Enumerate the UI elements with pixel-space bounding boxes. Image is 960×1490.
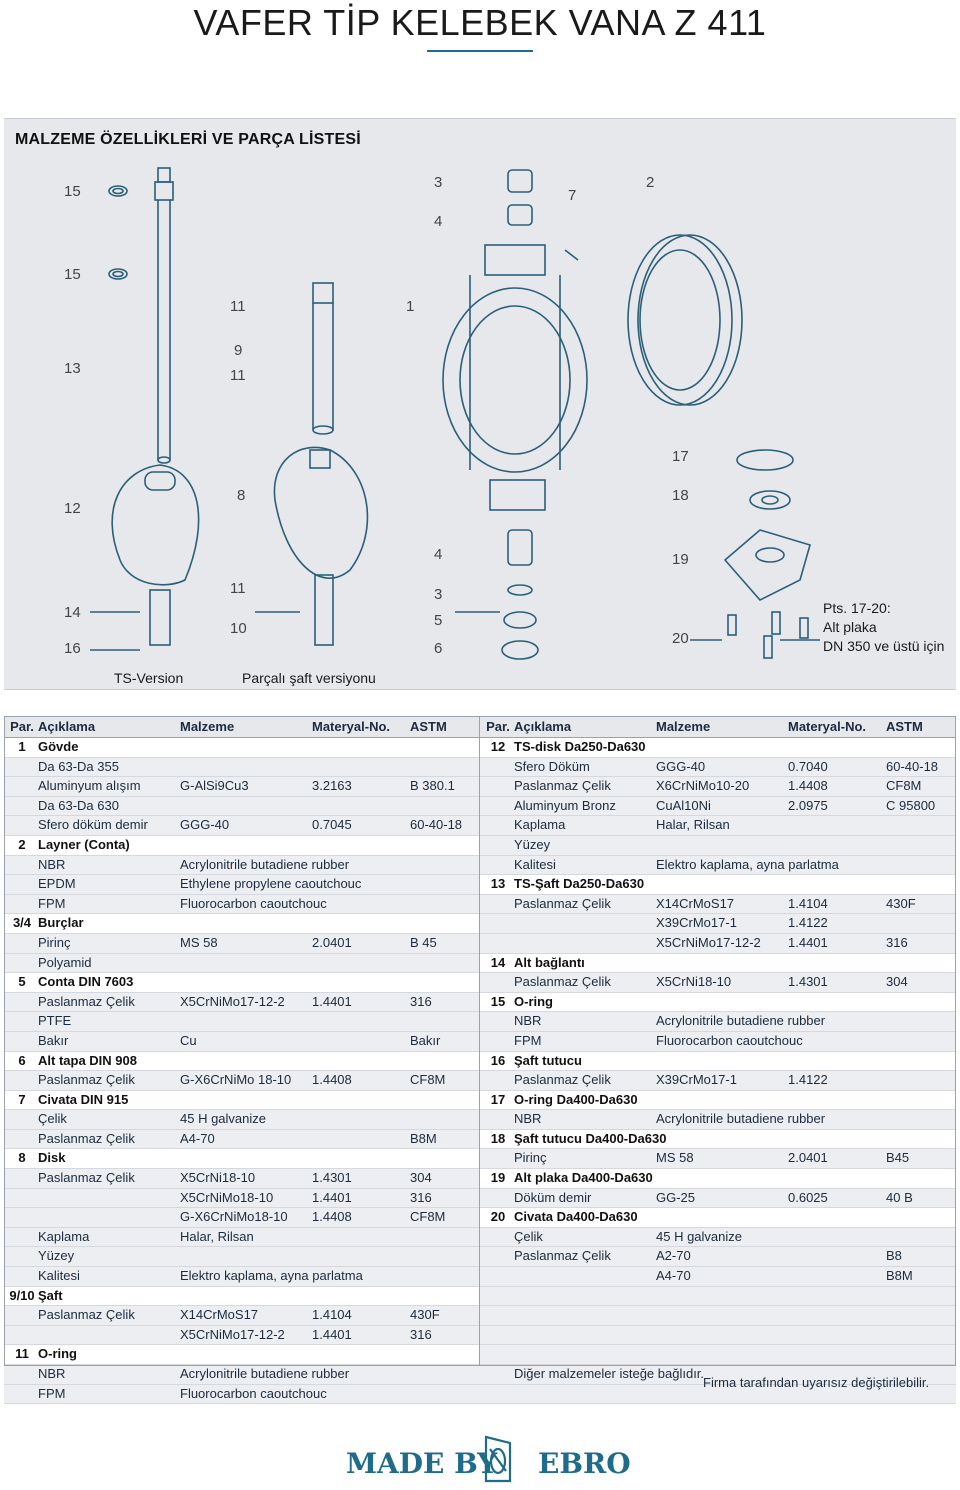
cell-aciklama: Paslanmaz Çelik — [38, 1130, 135, 1146]
cell-materyal: 1.4408 — [312, 1209, 352, 1225]
note-line-2: Alt plaka — [823, 619, 877, 635]
header-malzeme: Malzeme — [180, 719, 235, 734]
cell-astm: B8 — [886, 1248, 902, 1264]
cell-materyal: 2.0401 — [788, 1150, 828, 1166]
cell-malzeme: Acrylonitrile butadiene rubber — [180, 1366, 350, 1381]
table-row — [4, 1326, 480, 1346]
cell-aciklama: FPM — [514, 1032, 542, 1048]
cell-astm: B8M — [886, 1268, 913, 1284]
cell-malzeme: X39CrMo17-1 — [656, 915, 737, 931]
cell-materyal: 1.4401 — [312, 993, 352, 1009]
cell-malzeme: Fluorocarbon caoutchouc — [656, 1032, 803, 1048]
table-row — [4, 875, 480, 895]
cell-malzeme: A4-70 — [656, 1268, 691, 1284]
exploded-view-drawing — [0, 0, 960, 700]
callout-4b: 4 — [434, 546, 443, 563]
cell-materyal: 3.2163 — [312, 778, 352, 794]
table-row — [4, 1385, 480, 1405]
cell-aciklama: Polyamid — [38, 954, 92, 970]
cell-aciklama: Şaft tutucu Da400-Da630 — [514, 1130, 667, 1146]
callout-3a: 3 — [434, 174, 443, 191]
cell-aciklama: Burçlar — [38, 915, 84, 931]
table-header — [480, 716, 956, 738]
cell-par: 17 — [490, 1091, 506, 1107]
cell-astm: 304 — [886, 974, 908, 990]
table-row — [4, 1247, 480, 1267]
cell-aciklama: Kaplama — [38, 1228, 90, 1244]
cell-astm: Bakır — [410, 1032, 441, 1048]
header-aciklama: Açıklama — [38, 719, 96, 734]
callout-15b: 15 — [64, 266, 81, 283]
table-row — [4, 836, 480, 856]
cell-aciklama: O-ring — [38, 1346, 77, 1362]
cell-par: 7 — [18, 1091, 26, 1107]
table-row — [4, 1267, 480, 1287]
table-row — [4, 914, 480, 934]
callout-1: 1 — [406, 298, 415, 315]
note-line-3: DN 350 ve üstü için — [823, 638, 945, 654]
cell-par: 3/4 — [12, 915, 32, 931]
table-row — [480, 875, 956, 895]
cell-par: 9/10 — [9, 1287, 35, 1303]
table-row — [480, 1267, 956, 1287]
cell-malzeme: Elektro kaplama, ayna parlatma — [656, 856, 839, 872]
cell-aciklama: Şaft — [38, 1287, 63, 1303]
cell-aciklama: Aluminyum Bronz — [514, 797, 616, 813]
cell-aciklama: Kalitesi — [514, 856, 556, 872]
table-row — [480, 1071, 956, 1091]
made-by-ebro-logo — [340, 1431, 631, 1487]
cell-astm: CF8M — [410, 1072, 446, 1088]
table-row — [480, 1326, 956, 1346]
cell-malzeme: Fluorocarbon caoutchouc — [180, 1385, 327, 1401]
table-row — [4, 1345, 480, 1365]
cell-malzeme: A2-70 — [656, 1248, 691, 1264]
cell-malzeme: CuAl10Ni — [656, 797, 711, 813]
cell-par: 2 — [18, 836, 26, 852]
cell-aciklama: Da 63-Da 630 — [38, 797, 119, 813]
table-row — [480, 1189, 956, 1209]
table-row — [480, 1306, 956, 1326]
cell-aciklama: Aluminyum alışım — [38, 778, 141, 794]
cell-malzeme: MS 58 — [180, 934, 218, 950]
cell-malzeme: X14CrMoS17 — [656, 895, 735, 911]
note-line-1: Pts. 17-20: — [823, 600, 891, 616]
table-row — [480, 1091, 956, 1111]
cell-materyal: 1.4408 — [788, 778, 828, 794]
callout-17: 17 — [672, 448, 689, 465]
cell-aciklama: Alt bağlantı — [514, 954, 585, 970]
cell-aciklama: Paslanmaz Çelik — [38, 1170, 135, 1186]
cell-aciklama: NBR — [514, 1111, 542, 1127]
caption-split-shaft: Parçalı şaft versiyonu — [242, 670, 376, 686]
table-header — [4, 716, 480, 738]
table-row — [4, 1071, 480, 1091]
cell-aciklama: Paslanmaz Çelik — [38, 1072, 135, 1088]
callout-5: 5 — [434, 612, 443, 629]
cell-aciklama: Alt tapa DIN 908 — [38, 1052, 137, 1068]
cell-malzeme: X39CrMo17-1 — [656, 1072, 737, 1088]
table-row — [480, 1130, 956, 1150]
header-par: Par. — [10, 719, 34, 734]
cell-aciklama: NBR — [514, 1013, 542, 1029]
callout-9: 9 — [234, 342, 243, 359]
cell-materyal: 1.4122 — [788, 915, 828, 931]
cell-aciklama: O-ring Da400-Da630 — [514, 1091, 638, 1107]
cell-aciklama: Paslanmaz Çelik — [514, 778, 611, 794]
table-row — [480, 738, 956, 758]
table-row — [480, 1032, 956, 1052]
cell-materyal: 2.0401 — [312, 934, 352, 950]
cell-aciklama: Disk — [38, 1150, 66, 1166]
cell-malzeme: Cu — [180, 1032, 197, 1048]
cell-aciklama: Kalitesi — [38, 1268, 80, 1284]
table-row — [480, 1110, 956, 1130]
cell-aciklama: TS-disk Da250-Da630 — [514, 739, 646, 754]
cell-aciklama: Yüzey — [514, 836, 551, 852]
cell-astm: 430F — [886, 895, 916, 911]
cell-astm: CF8M — [886, 778, 922, 794]
cell-astm: 316 — [410, 993, 432, 1009]
panel-title: MALZEME ÖZELLİKLERİ VE PARÇA LİSTESİ — [15, 131, 361, 148]
cell-materyal: 1.4401 — [788, 934, 828, 950]
callout-20: 20 — [672, 630, 689, 647]
callout-19: 19 — [672, 551, 689, 568]
cell-aciklama: NBR — [38, 1366, 66, 1381]
cell-materyal: 1.4401 — [312, 1189, 352, 1205]
table-row — [4, 1287, 480, 1307]
header-malzeme: Malzeme — [656, 719, 711, 734]
cell-malzeme: A4-70 — [180, 1130, 215, 1146]
table-row — [4, 993, 480, 1013]
cell-aciklama: Gövde — [38, 739, 79, 754]
cell-malzeme: Acrylonitrile butadiene rubber — [656, 1111, 826, 1127]
table-row — [480, 777, 956, 797]
caption-ts-version: TS-Version — [114, 670, 184, 686]
cell-par: 12 — [490, 739, 506, 754]
callout-15a: 15 — [64, 183, 81, 200]
page-title: VAFER TİP KELEBEK VANA Z 411 — [193, 2, 767, 43]
table-row — [4, 1189, 480, 1209]
cell-par: 1 — [18, 739, 26, 754]
table-row — [480, 758, 956, 778]
header-astm: ASTM — [410, 719, 447, 734]
table-row — [4, 1228, 480, 1248]
cell-aciklama: Paslanmaz Çelik — [38, 993, 135, 1009]
table-row — [4, 1306, 480, 1326]
callout-3b: 3 — [434, 586, 443, 603]
table-row — [4, 758, 480, 778]
callout-2: 2 — [646, 174, 655, 191]
cell-aciklama: FPM — [38, 1385, 66, 1401]
cell-malzeme: G-X6CrNiMo18-10 — [180, 1209, 288, 1225]
table-row — [480, 895, 956, 915]
table-row — [4, 1032, 480, 1052]
table-row — [4, 1012, 480, 1032]
table-row — [4, 1110, 480, 1130]
cell-malzeme: X14CrMoS17 — [180, 1307, 259, 1323]
cell-aciklama: Paslanmaz Çelik — [38, 1307, 135, 1323]
callout-11b: 11 — [230, 367, 246, 384]
cell-par: 15 — [490, 993, 506, 1009]
cell-aciklama: Döküm demir — [514, 1189, 592, 1205]
cell-par: 13 — [490, 876, 506, 892]
cell-aciklama: Şaft tutucu — [514, 1052, 582, 1068]
cell-astm: B 45 — [410, 934, 437, 950]
cell-aciklama: Civata Da400-Da630 — [514, 1209, 638, 1225]
cell-malzeme: Fluorocarbon caoutchouc — [180, 895, 327, 911]
brand-right: EBRO — [538, 1447, 631, 1480]
cell-aciklama: Paslanmaz Çelik — [514, 1248, 611, 1264]
callout-14: 14 — [64, 604, 81, 621]
table-row — [480, 1169, 956, 1189]
table-row — [4, 1130, 480, 1150]
cell-malzeme: Halar, Rilsan — [656, 817, 730, 833]
cell-astm: 40 B — [886, 1189, 913, 1205]
cell-aciklama: Layner (Conta) — [38, 836, 130, 852]
cell-par: 16 — [490, 1052, 506, 1068]
table-row — [480, 1247, 956, 1267]
cell-par: 6 — [18, 1052, 26, 1068]
disclaimer: Firma tarafından uyarısız değiştirilebilir. — [703, 1375, 930, 1390]
cell-aciklama: Bakır — [38, 1032, 69, 1048]
cell-aciklama: EPDM — [38, 876, 76, 892]
cell-aciklama: Paslanmaz Çelik — [514, 974, 611, 990]
cell-malzeme: 45 H galvanize — [656, 1228, 742, 1244]
cell-malzeme: X5CrNiMo17-12-2 — [180, 993, 285, 1009]
callout-11c: 11 — [230, 580, 246, 597]
header-par: Par. — [486, 719, 510, 734]
table-row — [4, 1149, 480, 1169]
cell-materyal: 0.6025 — [788, 1189, 828, 1205]
cell-astm: 304 — [410, 1170, 432, 1186]
cell-malzeme: X5CrNi18-10 — [656, 974, 732, 990]
table-row — [480, 836, 956, 856]
cell-astm: B8M — [410, 1130, 437, 1146]
table-row — [480, 914, 956, 934]
cell-malzeme: Ethylene propylene caoutchouc — [180, 876, 362, 892]
table-row — [4, 816, 480, 836]
cell-malzeme: 45 H galvanize — [180, 1111, 266, 1127]
cell-aciklama: NBR — [38, 856, 66, 872]
parts-table-right — [480, 716, 956, 1404]
cell-malzeme: Halar, Rilsan — [180, 1228, 254, 1244]
callout-13: 13 — [64, 360, 81, 377]
cell-materyal: 1.4104 — [312, 1307, 352, 1323]
cell-astm: B45 — [886, 1150, 910, 1166]
cell-aciklama: Çelik — [514, 1228, 543, 1244]
cell-aciklama: TS-Şaft Da250-Da630 — [514, 876, 645, 892]
cell-malzeme: G-AlSi9Cu3 — [180, 778, 249, 794]
cell-aciklama: Sfero döküm demir — [38, 817, 148, 833]
cell-astm: C 95800 — [886, 797, 936, 813]
cell-aciklama: PTFE — [38, 1013, 72, 1029]
callout-16: 16 — [64, 640, 81, 657]
header-materyal: Materyal-No. — [312, 719, 391, 734]
cell-malzeme: Elektro kaplama, ayna parlatma — [180, 1268, 363, 1284]
header-astm: ASTM — [886, 719, 923, 734]
cell-malzeme: X5CrNiMo17-12-2 — [180, 1326, 285, 1342]
table-row — [480, 993, 956, 1013]
table-divider — [479, 716, 480, 1366]
callout-12: 12 — [64, 500, 81, 517]
table-row — [4, 934, 480, 954]
cell-aciklama: Sfero Döküm — [514, 758, 590, 774]
cell-materyal: 1.4301 — [312, 1170, 352, 1186]
callout-7: 7 — [568, 187, 577, 204]
cell-aciklama: Yüzey — [38, 1248, 75, 1264]
cell-par: 8 — [18, 1150, 26, 1166]
cell-materyal: 1.4408 — [312, 1072, 352, 1088]
table-row — [480, 973, 956, 993]
cell-materyal: 0.7045 — [312, 817, 352, 833]
cell-aciklama: Diğer malzemeler isteğe bağlıdır. — [514, 1366, 705, 1381]
cell-astm: 60-40-18 — [410, 817, 463, 833]
table-row — [4, 1052, 480, 1072]
table-row — [4, 738, 480, 758]
table-row — [4, 973, 480, 993]
table-row — [480, 1012, 956, 1032]
table-row — [480, 1052, 956, 1072]
table-row — [4, 1091, 480, 1111]
cell-aciklama: O-ring — [514, 993, 553, 1009]
cell-malzeme: Acrylonitrile butadiene rubber — [656, 1013, 826, 1029]
cell-astm: CF8M — [410, 1209, 446, 1225]
cell-aciklama: Conta DIN 7603 — [38, 974, 134, 990]
cell-materyal: 1.4401 — [312, 1326, 352, 1342]
cell-astm: 316 — [886, 934, 908, 950]
table-row — [480, 856, 956, 876]
table-row — [4, 954, 480, 974]
cell-aciklama: Paslanmaz Çelik — [514, 895, 611, 911]
cell-aciklama: Kaplama — [514, 817, 566, 833]
cell-astm: 316 — [410, 1189, 432, 1205]
cell-materyal: 2.0975 — [788, 797, 828, 813]
cell-par: 19 — [490, 1170, 506, 1186]
cell-par: 20 — [490, 1209, 506, 1225]
cell-aciklama: Alt plaka Da400-Da630 — [514, 1170, 653, 1186]
table-row — [480, 1149, 956, 1169]
cell-astm: 316 — [410, 1326, 432, 1342]
cell-malzeme: GGG-40 — [180, 817, 230, 833]
cell-malzeme: G-X6CrNiMo 18-10 — [180, 1072, 292, 1088]
callout-18: 18 — [672, 487, 689, 504]
table-row — [4, 1169, 480, 1189]
table-row — [480, 797, 956, 817]
cell-materyal: 1.4104 — [788, 895, 828, 911]
cell-par: 11 — [15, 1346, 29, 1362]
table-row — [480, 1228, 956, 1248]
table-row — [480, 1208, 956, 1228]
cell-astm: 430F — [410, 1307, 440, 1323]
cell-malzeme: X6CrNiMo10-20 — [656, 778, 750, 794]
callout-11a: 11 — [230, 298, 246, 315]
cell-malzeme: X5CrNiMo17-12-2 — [656, 934, 761, 950]
table-row — [480, 934, 956, 954]
table-row — [4, 856, 480, 876]
cell-malzeme: GG-25 — [656, 1189, 696, 1205]
brand-left: MADE BY — [346, 1447, 498, 1480]
cell-par: 5 — [18, 974, 26, 990]
table-row — [4, 1365, 480, 1385]
table-row — [480, 816, 956, 836]
header-materyal: Materyal-No. — [788, 719, 867, 734]
cell-aciklama: Pirinç — [38, 934, 71, 950]
table-row — [480, 1287, 956, 1307]
table-row — [4, 1208, 480, 1228]
cell-astm: 60-40-18 — [886, 758, 939, 774]
table-row — [480, 1345, 956, 1365]
cell-aciklama: Çelik — [38, 1111, 67, 1127]
cell-materyal: 0.7040 — [788, 758, 828, 774]
parts-table-left — [4, 716, 480, 1404]
cell-materyal: 1.4122 — [788, 1072, 828, 1088]
cell-aciklama: FPM — [38, 895, 66, 911]
cell-aciklama: Da 63-Da 355 — [38, 758, 119, 774]
callout-10: 10 — [230, 620, 247, 637]
cell-malzeme: X5CrNiMo18-10 — [180, 1189, 274, 1205]
callout-4a: 4 — [434, 213, 443, 230]
cell-malzeme: MS 58 — [656, 1150, 694, 1166]
cell-malzeme: X5CrNi18-10 — [180, 1170, 256, 1186]
cell-aciklama: Civata DIN 915 — [38, 1091, 129, 1107]
cell-malzeme: GGG-40 — [656, 758, 706, 774]
cell-par: 14 — [490, 954, 506, 970]
cell-aciklama: Paslanmaz Çelik — [514, 1072, 611, 1088]
cell-malzeme: Acrylonitrile butadiene rubber — [180, 856, 350, 872]
table-row — [4, 777, 480, 797]
header-aciklama: Açıklama — [514, 719, 572, 734]
cell-astm: B 380.1 — [410, 778, 455, 794]
cell-materyal: 1.4301 — [788, 974, 828, 990]
cell-aciklama: Pirinç — [514, 1150, 547, 1166]
cell-par: 18 — [490, 1130, 506, 1146]
callout-6: 6 — [434, 640, 443, 657]
table-row — [4, 797, 480, 817]
table-row — [4, 895, 480, 915]
table-row — [480, 954, 956, 974]
callout-8: 8 — [237, 487, 246, 504]
